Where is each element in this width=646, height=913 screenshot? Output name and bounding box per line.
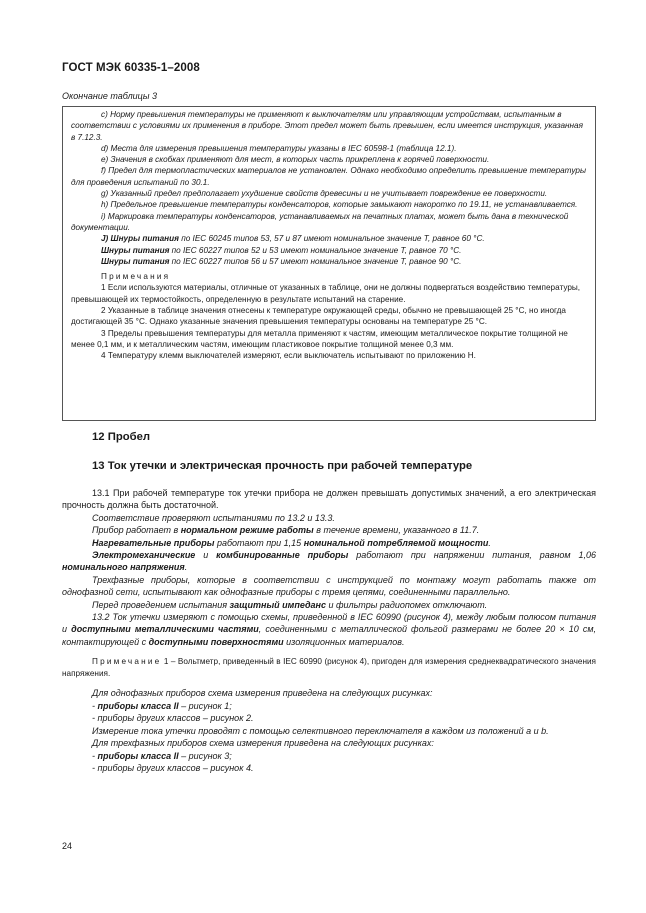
standard-header: ГОСТ МЭК 60335-1–2008 — [62, 62, 200, 74]
table-footnotes-box — [62, 106, 596, 421]
note: 3 Пределы превышения температуры для металла применяют к частям, имеющим металлическое покрытие толщиной не менее 0,1 мм, и к металлическим частям, имеющим пластиковое покрытие толщиной менее 0,3 мм. — [71, 328, 568, 349]
table-footnote: c) Норму превышения температуры не применяют к выключателям или управляющим устройствам, испытанным в соответствии с условиями их применения в приборе. Этот предел может быть превышен, если имеется инструкция, указанная в 7.12.3. — [71, 110, 583, 142]
paragraph — [62, 537, 596, 549]
cord-note-text: по IEC 60227 типов 52 и 53 имеют номинальное значение T, равное 70 °C. — [169, 245, 462, 255]
text-run: работают при напряжении питания, равном 1,06 — [348, 550, 596, 561]
paragraph: Для трехфазных приборов схема измерения приведена на следующих рисунках: — [92, 738, 434, 749]
paragraph: 13.1 При рабочей температуре ток утечки прибора не должен превышать допустимых значений, а его электрическая прочность должна быть достаточной. — [62, 488, 596, 511]
term-bold: комбинированные приборы — [216, 550, 349, 561]
paragraph: Трехфазные приборы, которые в соответствии с инструкцией по монтажу могут работать также от однофазной сети, испытывают как однофазные приборы с тремя цепями, соединенными параллельно. — [62, 574, 596, 598]
paragraph: Измерение тока утечки проводят с помощью селективного переключателя в каждом из положений a и b. — [92, 725, 549, 736]
text-run: Прибор работает в — [92, 525, 181, 536]
text-run: . — [488, 537, 491, 548]
note-label: Примечание — [92, 657, 162, 667]
term-bold: нормальном режиме работы — [180, 525, 314, 536]
cord-note-bold: Шнуры питания — [101, 256, 170, 266]
cord-note-text: по IEC 60227 типов 56 и 57 имеют номинальное значение T, равное 90 °C. — [169, 256, 462, 266]
cord-note — [71, 256, 589, 267]
section-12-heading: 12 Пробел — [92, 431, 151, 443]
table-footnote: g) Указанный предел предполагает ухудшение свойств древесины и не учитывает повреждение ее поверхности. — [101, 189, 548, 199]
term-bold: приборы класса II — [97, 750, 179, 761]
text-run: – рисунок 3; — [178, 750, 232, 761]
notes-title: Примечания — [101, 272, 171, 282]
term-bold: номинального напряжения — [62, 562, 185, 573]
section-13-heading: 13 Ток утечки и электрическая прочность при рабочей температуре — [92, 460, 473, 472]
list-item — [62, 750, 596, 762]
spacer — [62, 648, 596, 656]
paragraph — [62, 549, 596, 574]
term-bold: доступными поверхностями — [148, 636, 284, 647]
note: 2 Указанные в таблице значения отнесены к температуре окружающей среды, обычно не превышающей 25 °C, но иногда достигающей 35 °C. Однако указанные значения превышения температуры основаны на температуре 25 °C. — [71, 306, 566, 327]
text-run: изоляционных материалов. — [283, 636, 405, 647]
paragraph: Соответствие проверяют испытаниями по 13.2 и 13.3. — [92, 512, 335, 523]
term-bold: защитный импеданс — [229, 599, 326, 610]
text-run: , соединенными с металлической фольгой размерами не более 20 × 10 см, контактирующей с — [62, 624, 596, 647]
list-item: - приборы других классов – рисунок 4. — [92, 762, 254, 773]
cord-note-text: по IEC 60245 типов 53, 57 и 87 имеют номинальное значение T, равное 60 °C. — [178, 234, 485, 244]
table-footnote: i) Маркировка температуры конденсаторов, устанавливаемых на печатных платах, может быть дана в технической документации. — [71, 211, 569, 232]
paragraph — [62, 524, 596, 536]
cord-note — [71, 245, 589, 256]
text-run: – рисунок 1; — [178, 700, 232, 711]
term-bold: Электромеханические — [92, 550, 196, 561]
table-continuation-caption: Окончание таблицы 3 — [62, 91, 157, 101]
note-paragraph — [62, 656, 596, 679]
note: 4 Температуру клемм выключателей измеряют, если выключатель испытывают по приложению H. — [101, 351, 476, 361]
paragraph: Для однофазных приборов схема измерения приведена на следующих рисунках: — [92, 688, 433, 699]
note-text: 1 – Вольтметр, приведенный в IEC 60990 (рисунок 4), пригоден для измерения среднеквадратического значения напряжения. — [62, 657, 596, 678]
spacer — [62, 679, 596, 687]
paragraph — [62, 611, 596, 648]
table-footnote: f) Предел для термопластических материалов не установлен. Однако необходимо определить превышение температуры для проведения испытаний по 30.1. — [71, 166, 586, 187]
term-bold: доступными металлическими частями — [71, 624, 259, 635]
section-13-body — [62, 487, 596, 774]
list-item — [62, 700, 596, 712]
term-bold: номинальной потребляемой мощности — [303, 537, 489, 548]
table-footnote: e) Значения в скобках применяют для мест, в которых часть прикреплена к горячей поверхности. — [101, 155, 490, 165]
text-run: 13.2 Ток утечки измеряют с помощью схемы, приведенной в IEC 60990 (рисунок 4), между любым полюсом питания и — [62, 612, 596, 635]
text-run: . — [184, 562, 188, 573]
text-run: и фильтры радиопомех отключают. — [325, 599, 488, 610]
text-run: в течение времени, указанного в 11.7. — [313, 525, 480, 536]
cord-note-bold: J) Шнуры питания — [101, 234, 179, 244]
text-run: и — [195, 550, 217, 561]
paragraph — [62, 599, 596, 611]
text-run: работают при 1,15 — [214, 537, 304, 548]
list-item: - приборы других классов – рисунок 2. — [92, 713, 254, 724]
table-footnote: h) Предельное превышение температуры конденсаторов, которые замыкают накоротко по 19.11, не устанавливается. — [101, 200, 578, 210]
page-number: 24 — [62, 841, 73, 851]
text-run: - — [92, 750, 98, 761]
term-bold: Нагревательные приборы — [92, 537, 215, 548]
cord-note — [71, 233, 589, 244]
term-bold: приборы класса II — [97, 700, 179, 711]
table-footnote: d) Места для измерения превышения температуры указаны в IEC 60598-1 (таблица 12.1). — [101, 143, 457, 153]
text-run: Перед проведением испытания — [92, 599, 230, 610]
text-run: - — [92, 700, 98, 711]
cord-note-bold: Шнуры питания — [101, 245, 170, 255]
note: 1 Если используются материалы, отличные от указанных в таблице, они не должны подвергаться воздействию температуры, превышающей их термостойкость, определенную в результате испытаний на старение. — [71, 283, 581, 304]
